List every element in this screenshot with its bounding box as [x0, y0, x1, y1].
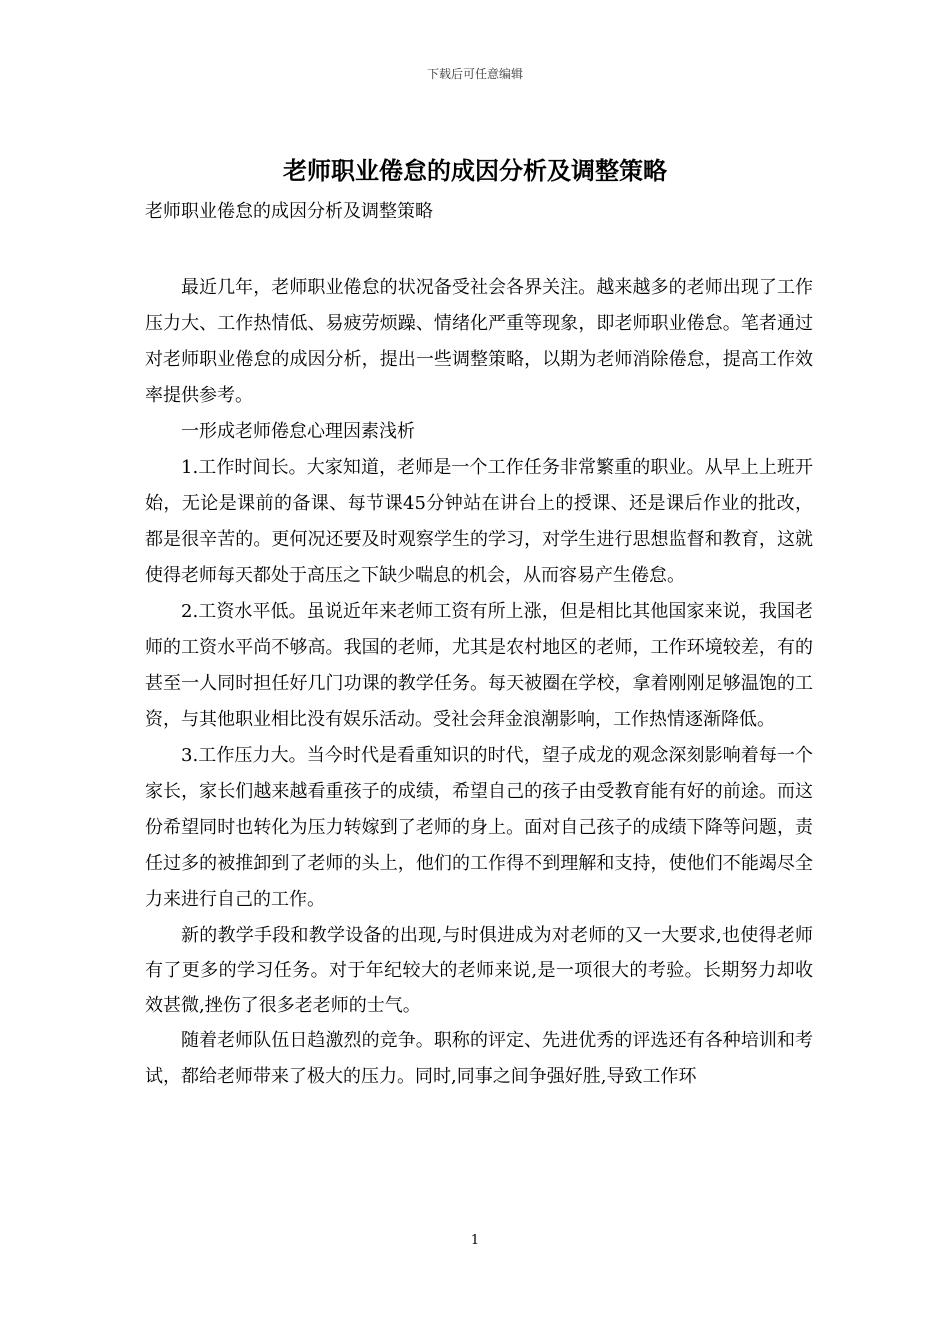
page-header-note: 下载后可任意编辑 [426, 67, 523, 81]
paragraph-new-teaching: 新的教学手段和教学设备的出现,与时俱进成为对老师的又一大要求,也使得老师有了更多的学习任务。对于年纪较大的老师来说,是一项很大的考验。长期努力却收效甚微,挫伤了很多老老师的士气。 [145, 925, 813, 1016]
paragraph-intro: 最近几年，老师职业倦怠的状况备受社会各界关注。越来越多的老师出现了工作压力大、工作热情低、易疲劳烦躁、情绪化严重等现象，即老师职业倦怠。笔者通过对老师职业倦怠的成因分析，提出一些调整策略，以期为老师消除倦怠，提高工作效率提供参考。 [145, 277, 813, 406]
document-subtitle: 老师职业倦怠的成因分析及调整策略 [145, 201, 433, 222]
section-heading: 一形成老师倦怠心理因素浅析 [181, 421, 415, 442]
page-number: 1 [470, 1233, 480, 1248]
paragraph-competition: 随着老师队伍日趋激烈的竞争。职称的评定、先进优秀的评选还有各种培训和考试，都给老师带来了极大的压力。同时,同事之间争强好胜,导致工作环 [145, 1030, 813, 1087]
document-title: 老师职业倦怠的成因分析及调整策略 [283, 156, 667, 185]
document-body [145, 270, 813, 1095]
paragraph-point-1: 1.工作时间长。大家知道，老师是一个工作任务非常繁重的职业。从早上上班开始，无论是课前的备课、每节课45分钟站在讲台上的授课、还是课后作业的批改，都是很辛苦的。更何况还要及时观察学生的学习，对学生进行思想监督和教育，这就使得老师每天都处于高压之下缺少喘息的机会，从而容易产生倦怠。 [145, 457, 813, 586]
paragraph-point-3: 3.工作压力大。当今时代是看重知识的时代，望子成龙的观念深刻影响着每一个家长，家长们越来越看重孩子的成绩，希望自己的孩子由受教育能有好的前途。而这份希望同时也转化为压力转嫁到了老师的身上。面对自己孩子的成绩下降等问题，责任过多的被推卸到了老师的头上，他们的工作得不到理解和支持，使他们不能竭尽全力来进行自己的工作。 [145, 745, 813, 910]
paragraph-point-2: 2.工资水平低。虽说近年来老师工资有所上涨，但是相比其他国家来说，我国老师的工资水平尚不够高。我国的老师，尤其是农村地区的老师，工作环境较差，有的甚至一人同时担任好几门功课的教学任务。每天被圈在学校，拿着刚刚足够温饱的工资，与其他职业相比没有娱乐活动。受社会拜金浪潮影响，工作热情逐渐降低。 [145, 601, 813, 730]
